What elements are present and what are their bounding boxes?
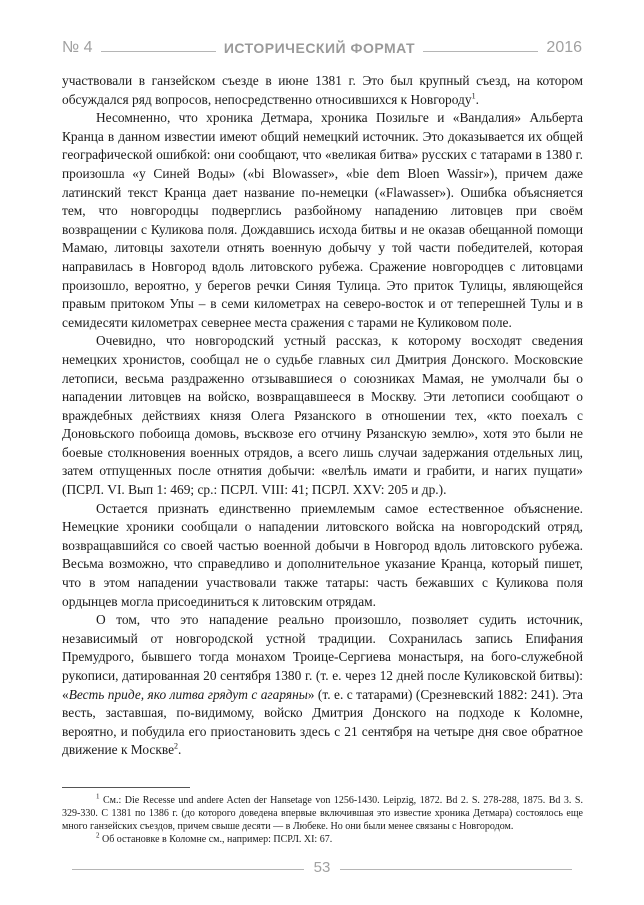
footnote-mark-1: 1 <box>96 792 100 801</box>
page-footer <box>62 858 582 876</box>
journal-title: ИСТОРИЧЕСКИЙ ФОРМАТ <box>223 40 416 56</box>
issue-year: 2016 <box>546 39 583 56</box>
footer-rule-right <box>340 869 572 870</box>
header-rule-left <box>101 51 216 52</box>
footer-rule-left <box>72 869 304 870</box>
footnote-2: $^2$ Об остановке в Коломне см., например: ПСРЛ. XI: 67. <box>96 831 333 845</box>
paragraph-1: участвовали в ганзейском съезде в июне 1381 г. Это был крупный съезд, на котором обсуждался ряд вопросов, непосредственно относившихся к Новгороду$^1$. <box>62 73 583 107</box>
paragraph-2: Несомненно, что хроника Детмара, хроника Позильге и «Вандалия» Альберта Кранца в данном известии имеют общий немецкий источник. Это доказывается их общей географической ошибкой: они сообщают, что «великая битва» русских с татарами в 1380 г. произошла «у Синей Воды» («bi Blowasser», «bie dem Bloen Wassir»), причем даже латинский текст Кранца дает название по-немецки («Flawasser»). Ошибка объясняется тем, что новгородцы подверглись разбойному нападению литовцев при своём возвращении с Куликова поля. Дождавшись исхода битвы и не оказав обещанной помощи Мамаю, литовцы захотели отнять военную добычу у той части победителей, которая направилась в Новгород вдоль литовского рубежа. Сражение новгородцев с литовцами произошло, вероятно, у берегов речки Синяя Тулица. Это приток Тулицы, являющейся правым притоком Упы – в семи километрах на северо-восток и от теперешней Тулы и в семидесяти километрах севернее места сражения с тарами не Куликовом поле. <box>62 110 583 330</box>
paragraph-3: Очевидно, что новгородский устный рассказ, к которому восходят сведения немецких хронистов, сообщал не о судьбе главных сил Дмитрия Донского. Московские летописи, весьма раздраженно отзывавшиеся о союзниках Мамая, не умолчали бы о нападении литовцев на войско, возвращавшееся в Москву. Эти летописи сообщают о враждебных действиях князя Олега Рязанского в отношении тех, «кто поехалъ с Доновьского побоища домовь, въсквозе его отчину Рязанскую землю», хотя это были не боевые столкновения военных отрядов, а всего лишь случаи задержания отдельных лиц, затем отпущенных после отнятия добычи: «велѣль имати и грабити, и нагих пущати» (ПСРЛ. VI. Вып 1: 469; ср.: ПСРЛ. VIII: 41; ПСРЛ. XXV: 205 и др.). <box>62 333 583 498</box>
issue-number: № 4 <box>62 39 93 56</box>
footnote-1: $^1$ См.: Die Recesse und andere Acten der Hansetage von 1256-1430. Leipzig, 1872. Bd 2. S. 278-288, 1875. Bd 3. S. 329-330. С 1381 по 1386 г. (до которого доведена впервые включившая это известие хроника Детмара) состоялось еще много ганзейских съездов, причем свыше десяти — в Любеке. Но они были менее связаны с Новгородом. <box>62 792 583 832</box>
paragraph-4: Остается признать единственно приемлемым самое естественное объяснение. Немецкие хроники сообщали о нападении литовского войска на новгородский отряд, возвращавшийся со своей частью военной добычи в Новгород вдоль литовского рубежа. Весьма возможно, что справедливо и дополнительное указание Кранца, который пишет, что в этом нападении участвовали также татары: часть бежавших с Куликова поля ордынцев могла присоединиться к литовским отрядам. <box>62 500 583 609</box>
page-header <box>62 37 582 59</box>
page-number: 53 <box>313 858 331 876</box>
footnote-mark-2: 2 <box>96 831 100 840</box>
footnotes <box>62 794 583 846</box>
article-body <box>62 72 583 760</box>
quoted-record: Весть приде, яко литва грядут с агаряны <box>68 686 308 702</box>
footnote-ref-2: 2 <box>174 741 179 751</box>
paragraph-5: О том, что это нападение реально произошло, позволяет судить источник, независимый от новгородской устной традиции. Сохранилась запись Епифания Премудрого, бывшего тогда монахом Троице-Сергиева монастыря, на бого-служебной рукописи, датированная 20 сентября 1380 г. (т. е. через 12 дней после Куликовской битвы): «Весть приде, яко литва грядут с агаряны» (т. е. с татарами) (Срезневский 1882: 241). Эта весть, заставшая, по-видимому, войско Дмитрия Донского на подходе к Коломне, вероятно, и побудила его приостановить здесь с 21 сентября на четыре дня свое обратное движение к Москве$^2$. <box>62 612 584 758</box>
header-rule-right <box>423 51 538 52</box>
footnote-separator <box>62 787 190 788</box>
footnote-ref-1: 1 <box>471 91 476 101</box>
